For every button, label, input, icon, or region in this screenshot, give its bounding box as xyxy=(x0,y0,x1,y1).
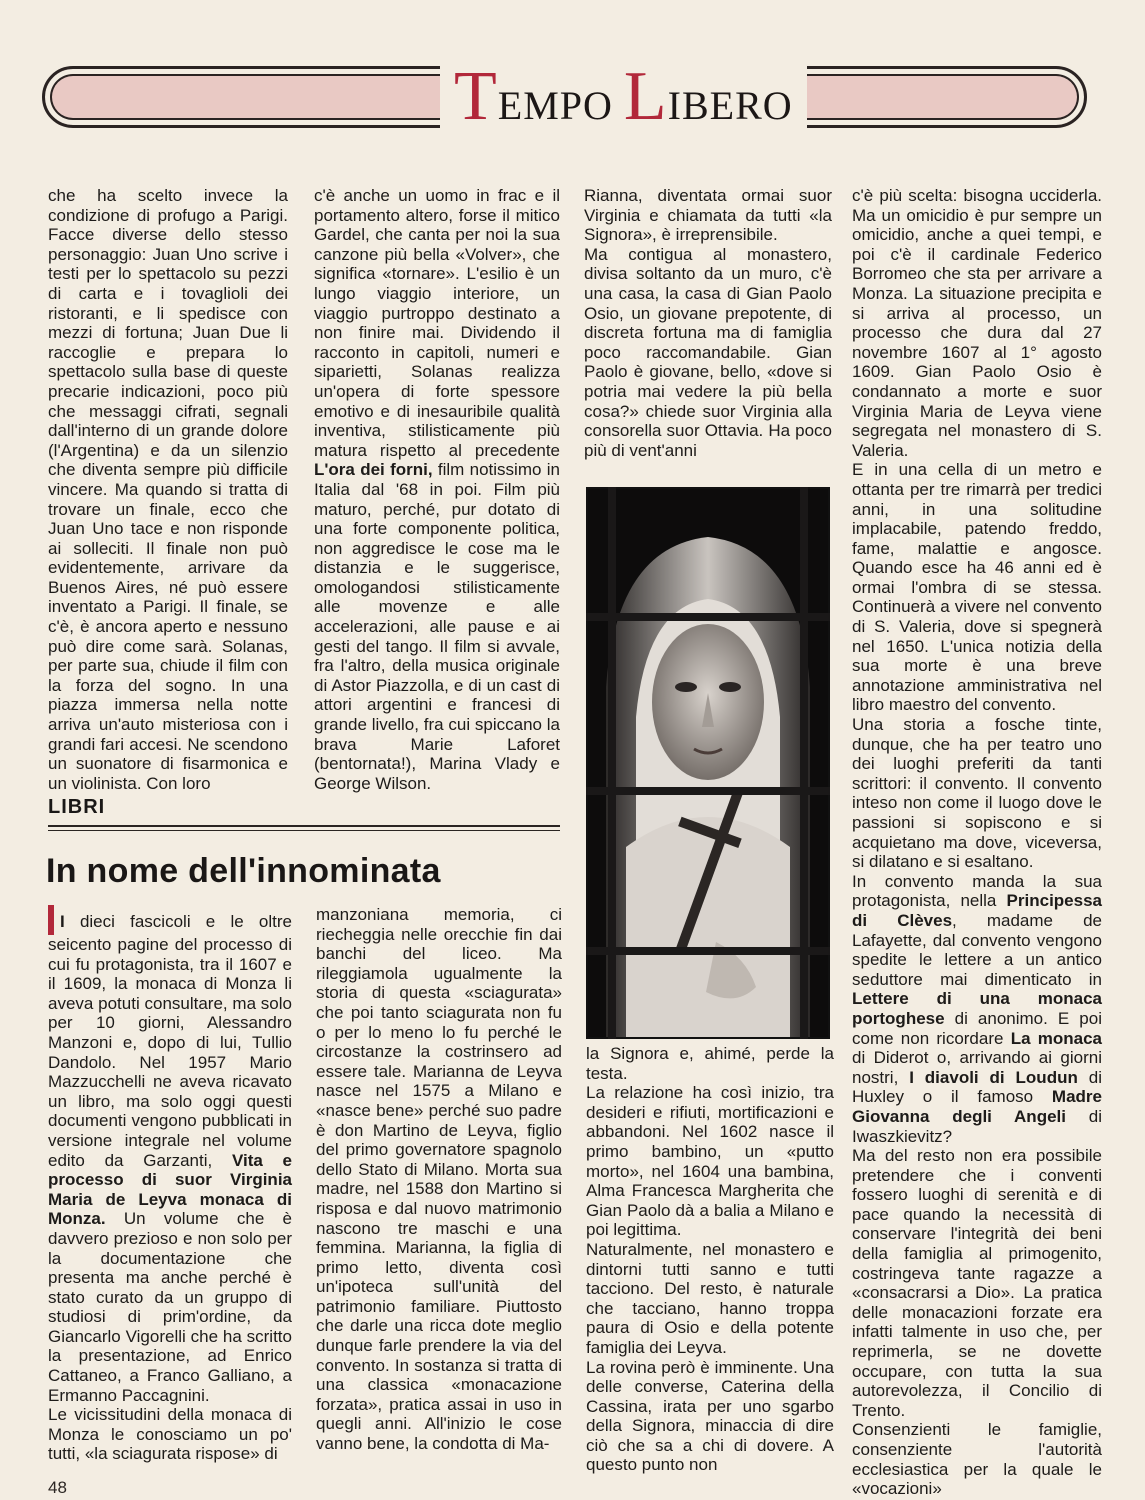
section-title xyxy=(440,58,807,136)
col4-para-5: Ma del resto non era possibile pretendere che i conventi fossero luoghi di serenità e di pace quando la necessità di conservare l'integrità dei beni della famiglia al primogenito, costringeva tante ragazze a «consacrarsi a Dio». La pratica delle monacazioni forzate era infatti talmente in uso che, per reprimerla, se ne dovette occupare, con tutta la sua autorevolezza, il Concilio di Trento. xyxy=(852,1146,1102,1420)
title-principessa-di-cleves: Principessa di Clèves xyxy=(852,891,1102,930)
col4-p4-c: , madame de Lafayette, dal convento vengono spedite le lettere a un antico seduttore mai dimenticato in xyxy=(852,910,1102,989)
book-para-1 xyxy=(48,905,292,1405)
section-label-libri: LIBRI xyxy=(48,796,560,827)
masthead-banner xyxy=(42,58,1087,136)
book-col3-para-3: Naturalmente, nel monastero e dintorni tutti sanno e tutti tacciono. Del resto, è naturale che tacciano, hanno troppa paura di Osio e della potente famiglia dei Leyva. xyxy=(586,1239,834,1357)
film-review-column-1 xyxy=(48,186,288,793)
lead-letter: I xyxy=(60,912,65,931)
title-lettere-monaca-portoghese: Lettere di una monaca portoghese xyxy=(852,989,1102,1028)
col4-p4-d: di anonimo. E poi come non ricordare xyxy=(852,1008,1102,1048)
article-headline: In nome dell'innominata xyxy=(46,852,441,890)
book-review-column-4 xyxy=(852,186,1102,1499)
col4-para-4 xyxy=(852,872,1102,1146)
title-word-1: EMPO xyxy=(497,83,613,128)
title-la-monaca: La monaca xyxy=(1010,1028,1102,1048)
film-review-text-2a: c'è anche un uomo in frac e il portamento altero, forse il mitico Gardel, che canta per noi la sua canzone più bella «Volver», che significa «tornare». L'esilio è un lungo viaggio interiore, un viaggio purtroppo destinato a non finire mai. Dividendo il racconto in capitoli, numeri e siparietti, Solanas realizza un'opera di forte spessore emotivo e di inesauribile qualità inventiva, stilisticamente più matura rispetto al precedente xyxy=(314,186,560,460)
book-p1-a: dieci fascicoli e le oltre seicento pagine del processo di cui fu protagonista, tra il 1607 e il 1609, la monaca di Monza li aveva potuti consultare, ma solo per 10 giorni, Alessandro Manzoni e, dopo di lui, Tullio Dandolo. Nel 1957 Mario Mazzucchelli ne aveva ricavato un libro, ma solo oggi questi documenti vengono pubblicati in versione integrale nel volume edito da Garzanti, xyxy=(48,912,292,1170)
nun-photo xyxy=(586,487,830,1039)
col4-p4-e: di Diderot o, arrivando ai giorni nostri, xyxy=(852,1048,1102,1087)
title-madre-giovanna: Madre Giovanna degli Angeli xyxy=(852,1087,1102,1126)
page-number: 48 xyxy=(48,1478,67,1497)
col4-para-3: Una storia a fosche tinte, dunque, che ha per teatro uno dei luoghi preferiti da tanti scrittori: il convento. Il convento inteso non come il luogo dove le passioni si sopiscono e si acquietano ma dove, viceversa, si dilatano e si esaltano. xyxy=(852,715,1102,872)
col4-para-6: Consenzienti le famiglie, consenziente l'autorità ecclesiastica per la quale le «vocazioni» xyxy=(852,1420,1102,1499)
film-review-column-2 xyxy=(314,186,560,793)
title-word-2: IBERO xyxy=(667,83,793,128)
title-cap-l: L xyxy=(623,58,668,135)
book-col2-para: manzoniana memoria, ci riecheggia nelle orecchie fin dai banchi del liceo. Ma rileggiamola ugualmente la storia di questa «sciagurata» che poi tanto sciagurata non fu o per lo meno lo fu perché le circostanze la costrinsero ad essere tale. Marianna de Leyva nasce nel 1575 a Milano e «nasce bene» perché suo padre è don Martino de Leyva, figlio del primo governatore spagnolo dello Stato di Milano. Morta sua madre, nel 1588 don Martino si risposa e dal nuovo matrimonio nascono tre maschi e una femmina. Marianna, la figlia di primo letto, diventa così un'ipoteca sull'unità del patrimonio familiare. Piuttosto che darle una ricca dote meglio dunque farle prendere la via del convento. In sostanza si tratta di una classica «monacazione forzata», pratica assai in uso in quegli anni. All'inizio le cose vanno bene, la condotta di Ma- xyxy=(316,905,562,1454)
film-title-ora-dei-forni: L'ora dei forni, xyxy=(314,460,433,480)
title-cap-t: T xyxy=(454,58,498,135)
book-p1-b: Un volume che è davvero prezioso e non solo per la documentazione che presenta ma anche perché è stato curato da un gruppo di studiosi di prim'ordine, da Giancarlo Vigorelli che ha scritto la presentazione, ad Enrico Cattaneo, a Franco Galliano, a Ermanno Paccagnini. xyxy=(48,1209,292,1405)
book-col3-para-4: La rovina però è imminente. Una delle converse, Caterina della Cassina, irata per uno sgarbo della Signora, minaccia di dire ciò che sa a chi di dovere. A questo punto non xyxy=(586,1357,834,1475)
col4-p4-g: di Iwaszkievitz? xyxy=(852,1106,1102,1146)
book-title-vita-e-processo: Vita e processo di suor Virginia Maria de Leyva monaca di Monza. xyxy=(48,1150,292,1229)
book-review-column-1 xyxy=(48,905,292,1464)
col3-para-1: Rianna, diventata ormai suor Virginia e chiamata da tutti «la Signora», è irreprensibile. xyxy=(584,186,832,245)
book-review-column-2 xyxy=(316,905,562,1454)
book-para-2: Le vicissitudini della monaca di Monza le conosciamo un po' tutti, «la sciagurata rispose» di xyxy=(48,1405,292,1464)
section-rule xyxy=(48,830,560,831)
col4-p4-f: di Huxley o il famoso xyxy=(852,1067,1102,1107)
book-review-column-3-top xyxy=(584,186,832,460)
book-col3-para-2: La relazione ha così inizio, tra desideri e rifiuti, mortificazioni e abbandoni. Nel 1602 nasce il primo bambino, un «putto morto», nel 1604 una bambina, Alma Francesca Margherita che Gian Paolo dà a balia a Milano e poi legittima. xyxy=(586,1083,834,1240)
book-review-column-3-bottom xyxy=(586,1044,834,1475)
nun-illustration xyxy=(586,487,830,1039)
col3-para-2: Ma contigua al monastero, divisa soltanto da un muro, c'è una casa, la casa di Gian Paolo Osio, un giovane prepotente, di discreta fortuna ma di famiglia poco raccomandabile. Gian Paolo è giovane, bello, «dove si potria mai vedere la più bella cosa?» chiede suor Virginia alla consorella suor Ottavia. Ha poco più di vent'anni xyxy=(584,244,832,460)
title-diavoli-di-loudun: I diavoli di Loudun xyxy=(909,1067,1078,1087)
film-review-text-2 xyxy=(314,186,560,793)
film-review-text-1: che ha scelto invece la condizione di profugo a Parigi. Facce diverse dello stesso personaggio: Juan Uno scrive i testi per lo spettacolo su pezzi di carta e i tovaglioli dei ristoranti, e li spedisce con mezzi di fortuna; Juan Due li raccoglie e prepara lo spettacolo sulla base di queste precarie indicazioni, poco più che messaggi cifrati, segnali dall'interno di un grande dolore (l'Argentina) e da un silenzio che diventa sempre più difficile vincere. Ma quando si tratta di trovare un finale, ecco che Juan Uno tace e non risponde ai solleciti. Il finale non può evidentemente, arrivare da Buenos Aires, né può essere inventato a Parigi. Il finale, se c'è, è ancora aperto e nessuno può dire come sarà. Solanas, per parte sua, chiude il film con la forza del sogno. In una piazza immersa nella notte arriva un'auto misteriosa con i grandi fari accesi. Ne scendono un suonatore di fisarmonica e un violinista. Con loro xyxy=(48,186,288,793)
col4-para-2: E in una cella di un metro e ottanta per tre rimarrà per tredici anni, in una solitudine implacabile, patendo freddo, fame, malattie e angosce. Quando esce ha 46 anni ed è ormai l'ombra di se stessa. Continuerà a vivere nel convento di S. Valeria, dove si spegnerà nel 1650. L'unica notizia della sua morte è una breve annotazione amministrativa nel libro maestro del convento. xyxy=(852,460,1102,715)
col4-p4-a: In convento manda la sua protagonista, nella xyxy=(852,871,1102,911)
lead-bar xyxy=(48,905,54,935)
book-col3-para-1: la Signora e, ahimé, perde la testa. xyxy=(586,1044,834,1083)
film-review-text-2b: film notissimo in Italia dal '68 in poi. Film più maturo, perché, pur dotato di una forte componente politica, non aggredisce le cose ma le distanzia e le suggerisce, omologandosi stilisticamente alle movenze e alle accelerazioni, alle pause e ai gesti del tango. Il film si avvale, fra l'altro, della musica originale di Astor Piazzolla, e di un cast di attori argentini e francesi di grande livello, fra cui spiccano la brava Marie Laforet (bentornata!), Marina Vlady e George Wilson. xyxy=(314,460,560,793)
col4-para-1: c'è più scelta: bisogna ucciderla. Ma un omicidio è pur sempre un omicidio, anche a quei tempi, e poi c'è il cardinale Federico Borromeo che sta per arrivare a Monza. La situazione precipita e si arriva al processo, un processo che dura dal 27 novembre 1607 al 1° agosto 1609. Gian Paolo Osio è condannato a morte e suor Virginia Maria de Leyva viene segregata nel monastero di S. Valeria. xyxy=(852,186,1102,460)
